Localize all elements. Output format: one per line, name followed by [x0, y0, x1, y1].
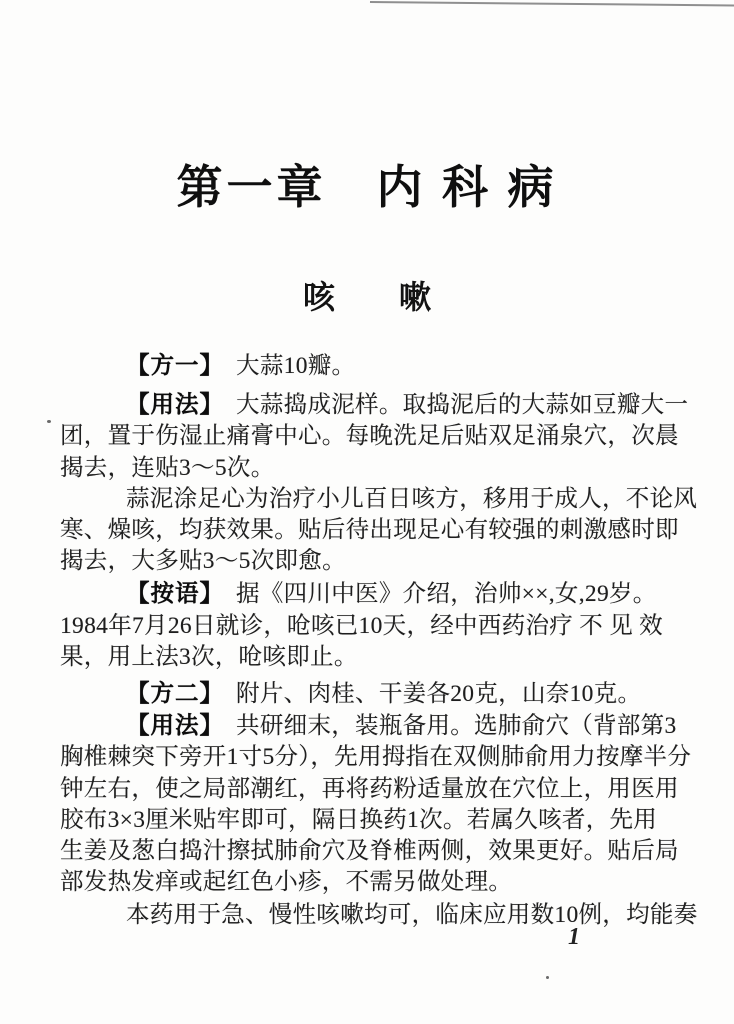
text-line: [60, 421, 690, 452]
text-run: 部发热发痒或起红色小疹，不需另做处理。: [60, 869, 513, 896]
bracket-tag: 【用法】: [126, 391, 213, 418]
text-line: [60, 453, 690, 484]
chapter-title: 第一章 内 科 病: [176, 162, 558, 213]
text-run: 寒、燥咳，均获效果。贴后待出现足心有较强的刺激感时即: [60, 517, 679, 544]
text-run: 生姜及葱白捣汁擦拭肺俞穴及脊椎两侧，效果更好。贴后局: [60, 838, 679, 865]
scan-speck: [546, 976, 549, 979]
bracket-tag: 【按语】: [126, 580, 213, 607]
text-line: [60, 484, 698, 515]
text-run: 胸椎棘突下旁开1寸5分），先用拇指在双侧肺俞用力按摩半分: [60, 744, 692, 771]
page-number: 1: [568, 924, 580, 950]
text-line: [60, 546, 690, 577]
text-line: [60, 710, 690, 742]
text-line: [60, 836, 690, 867]
text-run: 揭去，大多贴3～5次即愈。: [60, 548, 346, 575]
text-line: [60, 742, 690, 773]
text-line: [60, 642, 690, 673]
text-run: 共研细末，装瓶备用。选肺俞穴（背部第3: [212, 713, 677, 740]
text-run: 1984年7月26日就诊，呛咳已10天，经中西药治疗 不 见 效: [60, 612, 663, 639]
text-line: [60, 389, 690, 421]
text-line: [60, 774, 690, 805]
scan-speck: [47, 420, 51, 423]
text-run: 钟左右，使之局部潮红，再将药粉适量放在穴位上，用医用: [60, 775, 679, 802]
text-run: 据《四川中医》介绍，治帅××,女,29岁。: [212, 581, 657, 608]
text-run: 果，用上法3次，呛咳即止。: [60, 643, 358, 670]
bracket-tag: 【用法】: [126, 712, 213, 739]
text-line: [60, 578, 690, 610]
text-line: [60, 515, 690, 546]
bracket-tag: 【方二】: [126, 680, 213, 707]
text-line: [60, 611, 690, 642]
text-line: [60, 678, 690, 710]
text-line: [60, 867, 690, 898]
text-line: [60, 900, 698, 931]
text-run: 附片、肉桂、干姜各20克，山奈10克。: [212, 681, 642, 708]
text-run: 团，置于伤湿止痛膏中心。每晚洗足后贴双足涌泉穴，次晨: [60, 423, 679, 450]
text-run: 大蒜10瓣。: [212, 353, 356, 379]
text-run: 蒜泥涂足心为治疗小儿百日咳方，移用于成人，不论风: [126, 485, 698, 512]
body-text: [60, 350, 698, 932]
text-run: 本药用于急、慢性咳嗽均可，临床应用数10例，均能奏: [126, 902, 698, 929]
bracket-tag: 【方一】: [126, 352, 213, 378]
scan-artifact-line: [370, 1, 734, 6]
text-line: [60, 805, 690, 836]
text-line: [60, 350, 690, 382]
text-run: 揭去，连贴3～5次。: [60, 454, 275, 481]
text-run: 大蒜捣成泥样。取捣泥后的大蒜如豆瓣大一: [212, 392, 689, 419]
text-run: 胶布3×3厘米贴牢即可，隔日换药1次。若属久咳者，先用: [60, 806, 658, 833]
section-title: 咳 嗽: [302, 279, 431, 315]
